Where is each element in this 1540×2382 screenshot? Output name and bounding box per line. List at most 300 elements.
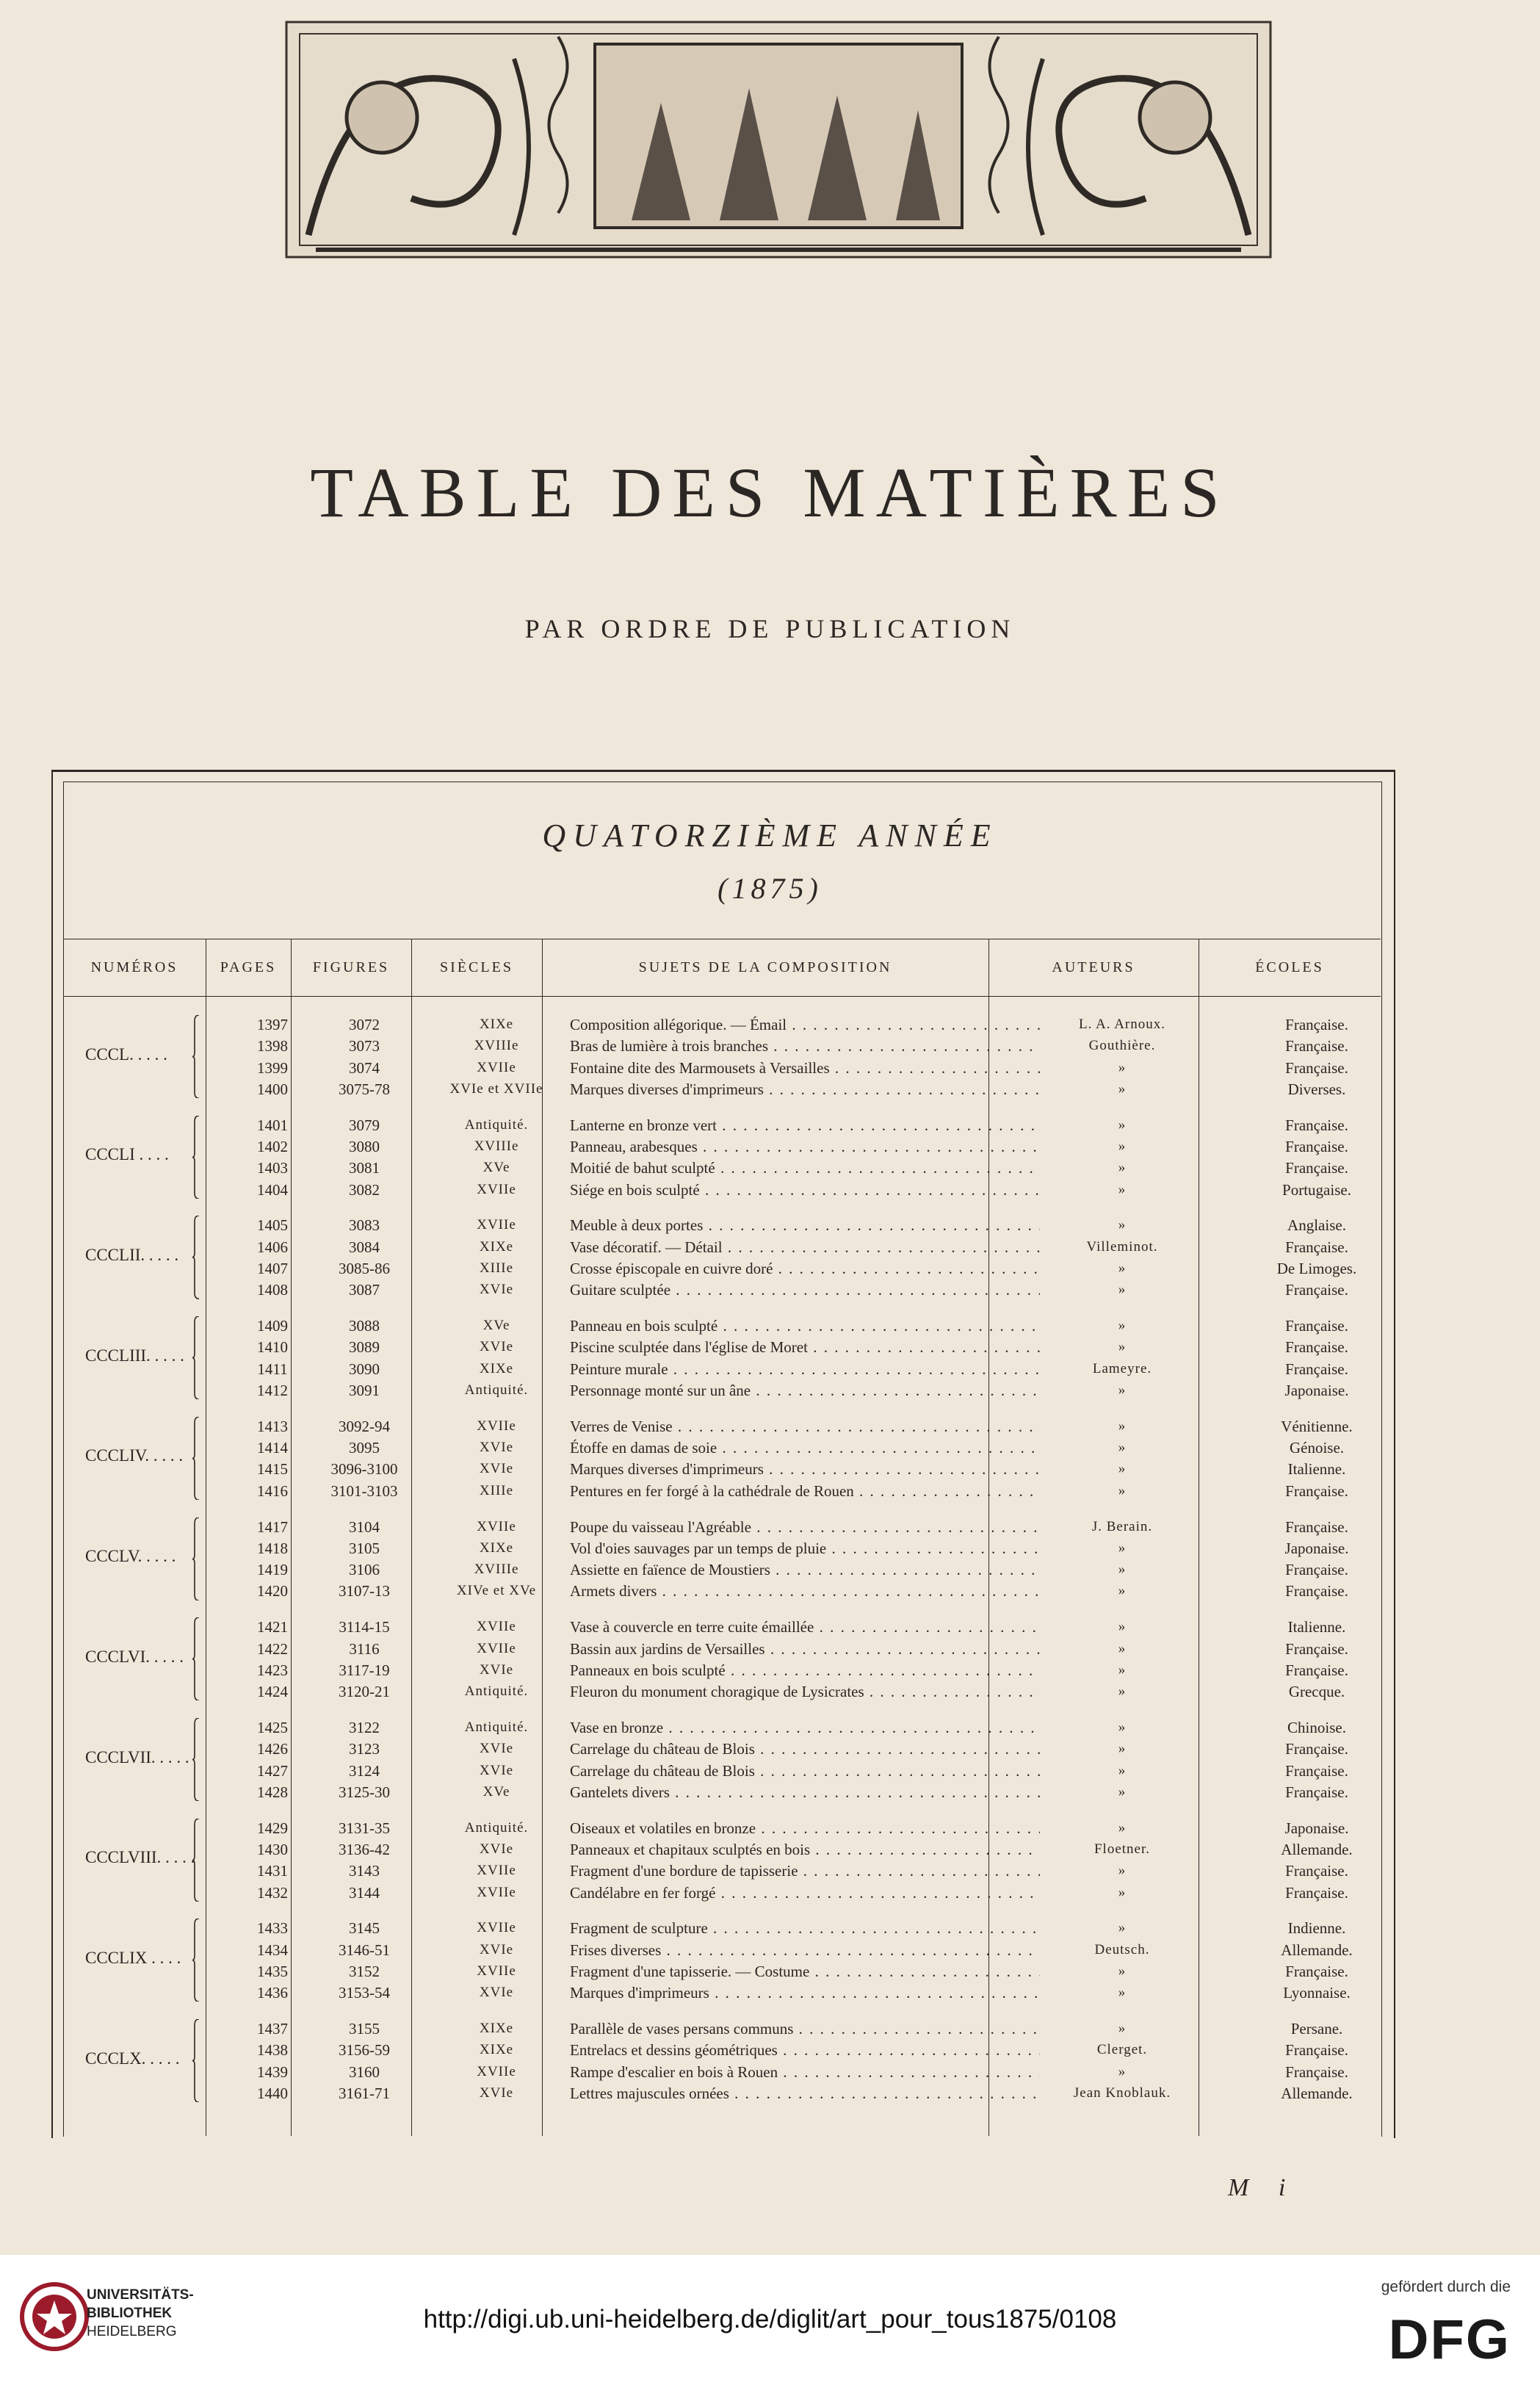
century-cell: XIXe xyxy=(479,1540,514,1556)
group-number-label: CCCLX. . . . . xyxy=(85,2049,179,2068)
figure-number-cell: 3153-54 xyxy=(339,1984,390,2002)
figure-number-cell: 3096-3100 xyxy=(330,1460,398,1479)
subject-cell: Frises diverses . . . xyxy=(570,1939,1040,1961)
page-number-cell: 1408 xyxy=(257,1281,288,1299)
group-number-label: CCCLVIII. . . . . xyxy=(85,1848,195,1866)
century-cell: XVIIe xyxy=(477,1518,516,1534)
column-header-sujets: SUJETS DE LA COMPOSITION xyxy=(638,959,892,975)
subject-cell: Lanterne en bronze vert . . . xyxy=(570,1114,1040,1136)
year-title: QUATORZIÈME ANNÉE xyxy=(542,818,998,853)
century-cell: XVIe xyxy=(479,1661,514,1678)
century-cell: XIXe xyxy=(479,1360,514,1376)
table-row xyxy=(63,2018,1381,2040)
subject-cell: Piscine sculptée dans l'église de Moret . . . xyxy=(570,1336,1040,1358)
subject-cell: Assiette en faïence de Moustiers . . . xyxy=(570,1559,1040,1581)
table-row xyxy=(63,1480,1381,1502)
author-cell: Jean Knoblauk. xyxy=(1073,2085,1171,2101)
table-row xyxy=(63,1638,1381,1660)
table-row xyxy=(63,1057,1381,1079)
author-cell: » xyxy=(1118,1138,1127,1154)
school-cell: Française. xyxy=(1285,1561,1348,1579)
page-number-cell: 1407 xyxy=(257,1260,288,1277)
figure-number-cell: 3106 xyxy=(349,1561,380,1579)
century-cell: XIXe xyxy=(479,1238,514,1255)
school-cell: Française. xyxy=(1285,2041,1348,2060)
school-cell: Française. xyxy=(1285,1317,1348,1335)
group-number-label: CCCLIV. . . . . xyxy=(85,1446,183,1465)
group-number-label: CCCLIX . . . . xyxy=(85,1949,181,1967)
century-cell: Antiquité. xyxy=(464,1819,529,1836)
table-row xyxy=(63,1838,1381,1861)
century-cell: XIIIe xyxy=(479,1482,514,1498)
page-number-cell: 1400 xyxy=(257,1080,288,1098)
author-cell: L. A. Arnoux. xyxy=(1078,1017,1166,1032)
subject-cell: Vase à couvercle en terre cuite émaillée . . . xyxy=(570,1616,1040,1638)
page-number-cell: 1398 xyxy=(257,1037,288,1055)
figure-number-cell: 3107-13 xyxy=(339,1582,390,1600)
page-number-cell: 1403 xyxy=(257,1159,288,1177)
school-cell: Française. xyxy=(1285,1360,1348,1378)
page-number-cell: 1399 xyxy=(257,1058,288,1077)
subject-cell: Marques d'imprimeurs . . . xyxy=(570,1982,1040,2004)
column-header-numeros: NUMÉROS xyxy=(90,959,178,975)
figure-number-cell: 3083 xyxy=(349,1216,380,1235)
school-cell: Française. xyxy=(1285,1058,1348,1077)
subject-cell: Panneau en bois sculpté . . . xyxy=(570,1315,1040,1337)
page-number-cell: 1431 xyxy=(257,1862,288,1880)
century-cell: XVIIIe xyxy=(474,1138,519,1154)
figure-number-cell: 3160 xyxy=(349,2062,380,2081)
page-subtitle: PAR ORDRE DE PUBLICATION xyxy=(524,614,1016,643)
figure-number-cell: 3089 xyxy=(349,1338,380,1357)
subject-cell: Fragment d'une bordure de tapisserie . . . xyxy=(570,1860,1040,1882)
subject-cell: Marques diverses d'imprimeurs . . . xyxy=(570,1458,1040,1480)
century-cell: XVIIe xyxy=(477,1863,516,1879)
group-number xyxy=(85,1045,167,1064)
subject-cell: Gantelets divers . . . xyxy=(570,1781,1040,1803)
century-cell: XVIe et XVIIe xyxy=(449,1080,543,1097)
table-row xyxy=(63,1179,1381,1201)
author-cell: » xyxy=(1118,1461,1127,1477)
source-url-link[interactable]: http://digi.ub.uni-heidelberg.de/diglit/art_pour_tous1875/0108 xyxy=(423,2305,1117,2334)
figure-number-cell: 3146-51 xyxy=(339,1941,390,1959)
group-number-label: CCCLIII. . . . . xyxy=(85,1346,184,1365)
group-number xyxy=(85,1949,181,1968)
table-row xyxy=(63,1982,1381,2004)
school-cell: Allemande. xyxy=(1281,2084,1353,2102)
page-number-cell: 1405 xyxy=(257,1216,288,1235)
century-cell: XVIe xyxy=(479,1440,514,1456)
century-cell: XIXe xyxy=(479,1017,514,1032)
table-row xyxy=(63,2039,1381,2061)
author-cell: » xyxy=(1118,1217,1127,1233)
figure-number-cell: 3074 xyxy=(349,1058,380,1077)
subject-cell: Bras de lumière à trois branches . . . xyxy=(570,1035,1040,1057)
subject-cell: Guitare sculptée . . . xyxy=(570,1279,1040,1301)
author-cell: » xyxy=(1118,1863,1127,1879)
page-number-cell: 1424 xyxy=(257,1683,288,1701)
table-row xyxy=(63,1035,1381,1057)
school-cell: Française. xyxy=(1285,1338,1348,1357)
page-number-cell: 1436 xyxy=(257,1984,288,2002)
century-cell: XVIe xyxy=(479,1282,514,1298)
subject-cell: Oiseaux et volatiles en bronze . . . xyxy=(570,1817,1040,1839)
page-number-cell: 1440 xyxy=(257,2084,288,2102)
century-cell: XVIIe xyxy=(477,1640,516,1656)
author-cell: » xyxy=(1118,1741,1127,1757)
school-cell: Française. xyxy=(1285,1281,1348,1299)
school-cell: Française. xyxy=(1285,1481,1348,1500)
subject-cell: Fragment d'une tapisserie. — Costume . . . xyxy=(570,1960,1040,1982)
figure-number-cell: 3084 xyxy=(349,1238,380,1256)
school-cell: Génoise. xyxy=(1289,1439,1345,1457)
table-row xyxy=(63,1781,1381,1803)
figure-number-cell: 3105 xyxy=(349,1539,380,1557)
subject-cell: Composition allégorique. — Émail . . . xyxy=(570,1014,1040,1036)
school-cell: Française. xyxy=(1285,1761,1348,1780)
table-row xyxy=(63,1917,1381,1939)
page-number-cell: 1433 xyxy=(257,1919,288,1938)
figure-number-cell: 3117-19 xyxy=(339,1661,390,1679)
century-cell: XVIIe xyxy=(477,1884,516,1900)
table-row xyxy=(63,1580,1381,1602)
figure-number-cell: 3156-59 xyxy=(339,2041,390,2060)
subject-cell: Armets divers . . . xyxy=(570,1580,1040,1602)
century-cell: XVIIe xyxy=(477,1418,516,1434)
page-number-cell: 1417 xyxy=(257,1517,288,1536)
page-number-cell: 1414 xyxy=(257,1439,288,1457)
author-cell: » xyxy=(1118,1583,1127,1599)
page-number-cell: 1434 xyxy=(257,1941,288,1959)
figure-number-cell: 3136-42 xyxy=(339,1840,390,1858)
page-number-cell: 1401 xyxy=(257,1116,288,1134)
group-brace-icon xyxy=(192,1517,200,1600)
author-cell: » xyxy=(1118,1160,1127,1176)
figure-number-cell: 3122 xyxy=(349,1718,380,1736)
figure-number-cell: 3081 xyxy=(349,1159,380,1177)
table-row xyxy=(63,1136,1381,1158)
subject-cell: Carrelage du château de Blois . . . xyxy=(570,1760,1040,1782)
subject-cell: Panneau, arabesques . . . xyxy=(570,1136,1040,1158)
subject-cell: Crosse épiscopale en cuivre doré . . . xyxy=(570,1257,1040,1280)
century-cell: XVIe xyxy=(479,1941,514,1957)
school-cell: Française. xyxy=(1285,1016,1348,1033)
figure-number-cell: 3095 xyxy=(349,1439,380,1457)
page-title: TABLE DES MATIÈRES xyxy=(310,453,1230,532)
table-row xyxy=(63,1236,1381,1258)
table-row xyxy=(63,1537,1381,1559)
century-cell: XVIe xyxy=(479,1762,514,1778)
page-number-cell: 1432 xyxy=(257,1883,288,1902)
page-number-cell: 1426 xyxy=(257,1740,288,1758)
subject-cell: Panneaux et chapitaux sculptés en bois . . . xyxy=(570,1838,1040,1861)
century-cell: XVe xyxy=(482,1160,510,1176)
subject-cell: Verres de Venise . . . xyxy=(570,1415,1040,1437)
school-cell: Japonaise. xyxy=(1284,1819,1349,1837)
table-row xyxy=(63,1437,1381,1459)
page-number-cell: 1419 xyxy=(257,1561,288,1579)
author-cell: Clerget. xyxy=(1096,2042,1148,2058)
subject-cell: Meuble à deux portes . . . xyxy=(570,1214,1040,1236)
school-cell: Italienne. xyxy=(1287,1460,1346,1479)
subject-cell: Fontaine dite des Marmousets à Versailles . . . xyxy=(570,1057,1040,1079)
century-cell: XVIe xyxy=(479,1841,514,1857)
author-cell: » xyxy=(1118,1640,1127,1656)
header-rule-bottom xyxy=(63,996,1381,997)
school-cell: De Limoges. xyxy=(1276,1260,1357,1277)
author-cell: Gouthière. xyxy=(1088,1038,1156,1054)
signature-mark: M i xyxy=(1228,2174,1298,2201)
group-number xyxy=(85,2049,179,2068)
group-number xyxy=(85,1145,169,1164)
school-cell: Française. xyxy=(1285,1517,1348,1536)
subject-cell: Poupe du vaisseau l'Agréable . . . xyxy=(570,1516,1040,1538)
table-row xyxy=(63,2082,1381,2104)
school-cell: Italienne. xyxy=(1287,1618,1346,1636)
author-cell: » xyxy=(1118,1116,1127,1133)
subject-cell: Rampe d'escalier en bois à Rouen . . . xyxy=(570,2061,1040,2083)
table-row xyxy=(63,1717,1381,1739)
school-cell: Allemande. xyxy=(1281,1840,1353,1858)
century-cell: XVe xyxy=(482,1318,510,1334)
column-header-siecles: SIÈCLES xyxy=(440,959,513,975)
author-cell: » xyxy=(1118,1282,1127,1298)
figure-number-cell: 3144 xyxy=(349,1883,380,1902)
page-number-cell: 1410 xyxy=(257,1338,288,1357)
page-number-cell: 1427 xyxy=(257,1761,288,1780)
figure-number-cell: 3104 xyxy=(349,1517,380,1536)
page-number-cell: 1402 xyxy=(257,1138,288,1155)
author-cell: » xyxy=(1118,2063,1127,2079)
page-number-cell: 1430 xyxy=(257,1840,288,1858)
school-cell: Lyonnaise. xyxy=(1283,1984,1351,2002)
group-brace-icon xyxy=(192,2019,200,2102)
author-cell: Lameyre. xyxy=(1092,1360,1152,1376)
page-number-cell: 1409 xyxy=(257,1317,288,1335)
author-cell: » xyxy=(1118,1318,1127,1334)
century-cell: XVIIe xyxy=(477,2063,516,2079)
table-row xyxy=(63,1315,1381,1337)
author-cell: » xyxy=(1118,1661,1127,1678)
group-brace-icon xyxy=(192,1617,200,1700)
subject-cell: Lettres majuscules ornées . . . xyxy=(570,2082,1040,2104)
author-cell: Villeminot. xyxy=(1086,1238,1158,1255)
century-cell: XIIIe xyxy=(479,1260,514,1276)
group-number xyxy=(85,1748,189,1767)
group-number xyxy=(85,1246,178,1265)
author-cell: » xyxy=(1118,1683,1127,1700)
subject-cell: Marques diverses d'imprimeurs . . . xyxy=(570,1078,1040,1100)
subject-cell: Entrelacs et dessins géométriques . . . xyxy=(570,2039,1040,2061)
page-number-cell: 1412 xyxy=(257,1382,288,1399)
author-cell: » xyxy=(1118,1382,1127,1398)
table-row xyxy=(63,1214,1381,1236)
school-cell: Française. xyxy=(1285,1962,1348,1980)
author-cell: Floetner. xyxy=(1093,1841,1151,1857)
author-cell: » xyxy=(1118,1783,1127,1800)
table-row xyxy=(63,1279,1381,1301)
table-row xyxy=(63,1882,1381,1904)
century-cell: XVIIe xyxy=(477,1619,516,1635)
table-row xyxy=(63,1358,1381,1380)
author-cell: » xyxy=(1118,1562,1127,1578)
author-cell: » xyxy=(1118,1059,1127,1075)
school-cell: Diverses. xyxy=(1287,1080,1346,1098)
school-cell: Française. xyxy=(1285,1116,1348,1134)
figure-number-cell: 3091 xyxy=(349,1382,380,1399)
group-brace-icon xyxy=(192,1216,200,1299)
table-row xyxy=(63,2061,1381,2083)
group-number-label: CCCLII. . . . . xyxy=(85,1246,178,1264)
page-number-cell: 1423 xyxy=(257,1661,288,1679)
figure-number-cell: 3131-35 xyxy=(339,1819,390,1837)
dfg-logo: DFG xyxy=(1388,2309,1511,2371)
century-cell: XVIe xyxy=(479,1339,514,1355)
school-cell: Persane. xyxy=(1290,2020,1343,2038)
engraved-headpiece xyxy=(250,15,1307,268)
column-header-pages: PAGES xyxy=(220,959,277,975)
page-number-cell: 1404 xyxy=(257,1180,288,1199)
table-row xyxy=(63,1415,1381,1437)
figure-number-cell: 3088 xyxy=(349,1317,380,1335)
group-number xyxy=(85,1346,184,1365)
figure-number-cell: 3085-86 xyxy=(339,1260,390,1277)
author-cell: » xyxy=(1118,1985,1127,2001)
table-row xyxy=(63,1157,1381,1179)
subject-cell: Personnage monté sur un âne . . . xyxy=(570,1379,1040,1401)
subject-cell: Étoffe en damas de soie . . . xyxy=(570,1437,1040,1459)
figure-number-cell: 3092-94 xyxy=(339,1417,390,1435)
group-number xyxy=(85,1547,176,1566)
school-cell: Portugaise. xyxy=(1282,1180,1351,1199)
figure-number-cell: 3080 xyxy=(349,1138,380,1155)
subject-cell: Siége en bois sculpté . . . xyxy=(570,1179,1040,1201)
school-cell: Française. xyxy=(1285,1740,1348,1758)
column-header-figures: FIGURES xyxy=(312,959,390,975)
table-row xyxy=(63,1681,1381,1703)
school-cell: Japonaise. xyxy=(1284,1382,1349,1399)
page-number-cell: 1438 xyxy=(257,2041,288,2060)
author-cell: » xyxy=(1118,1719,1127,1735)
century-cell: XVIe xyxy=(479,1741,514,1757)
century-cell: XVIIe xyxy=(477,1059,516,1075)
table-row xyxy=(63,1960,1381,1982)
century-cell: XVIIe xyxy=(477,1181,516,1197)
school-cell: Allemande. xyxy=(1281,1941,1353,1959)
subject-cell: Pentures en fer forgé à la cathédrale de Rouen . . . xyxy=(570,1480,1040,1502)
table-row xyxy=(63,1336,1381,1358)
page-number-cell: 1425 xyxy=(257,1718,288,1736)
figure-number-cell: 3152 xyxy=(349,1962,380,1980)
year-date: (1875) xyxy=(717,872,823,905)
author-cell: » xyxy=(1118,1440,1127,1456)
table-row xyxy=(63,1014,1381,1036)
table-row xyxy=(63,1379,1381,1401)
figure-number-cell: 3114-15 xyxy=(339,1618,390,1636)
page-number-cell: 1415 xyxy=(257,1460,288,1479)
figure-number-cell: 3082 xyxy=(349,1180,380,1199)
table-row xyxy=(63,1458,1381,1480)
funding-note: gefördert durch die xyxy=(1381,2278,1511,2295)
century-cell: Antiquité. xyxy=(464,1719,529,1735)
library-name-line: UNIVERSITÄTS- xyxy=(87,2287,194,2303)
page-number-cell: 1420 xyxy=(257,1582,288,1600)
page-number-cell: 1429 xyxy=(257,1819,288,1837)
subject-cell: Candélabre en fer forgé . . . xyxy=(570,1882,1040,1904)
figure-number-cell: 3116 xyxy=(349,1639,380,1658)
group-brace-icon xyxy=(192,1919,200,2002)
page-number-cell: 1416 xyxy=(257,1481,288,1500)
figure-number-cell: 3145 xyxy=(349,1919,380,1938)
page-number-cell: 1422 xyxy=(257,1639,288,1658)
subject-cell: Moitié de bahut sculpté . . . xyxy=(570,1157,1040,1179)
group-brace-icon xyxy=(192,1417,200,1500)
subject-cell: Parallèle de vases persans communs . . . xyxy=(570,2018,1040,2040)
table-row xyxy=(63,1738,1381,1760)
century-cell: XIXe xyxy=(479,2021,514,2036)
table-row xyxy=(63,1078,1381,1100)
group-number-label: CCCLV. . . . . xyxy=(85,1547,176,1565)
table-row xyxy=(63,1659,1381,1681)
author-cell: » xyxy=(1118,1181,1127,1197)
footer-bar xyxy=(0,2255,1540,2382)
author-cell: » xyxy=(1118,1819,1127,1836)
school-cell: Française. xyxy=(1285,1661,1348,1679)
figure-number-cell: 3124 xyxy=(349,1761,380,1780)
page-number-cell: 1418 xyxy=(257,1539,288,1557)
table-row xyxy=(63,1860,1381,1882)
author-cell: » xyxy=(1118,1920,1127,1936)
page-number-cell: 1413 xyxy=(257,1417,288,1435)
school-cell: Française. xyxy=(1285,1883,1348,1902)
subject-cell: Carrelage du château de Blois . . . xyxy=(570,1738,1040,1760)
subject-cell: Panneaux en bois sculpté . . . xyxy=(570,1659,1040,1681)
subject-cell: Peinture murale . . . xyxy=(570,1358,1040,1380)
table-row xyxy=(63,1616,1381,1638)
group-number-label: CCCL. . . . . xyxy=(85,1045,167,1064)
school-cell: Japonaise. xyxy=(1284,1539,1349,1557)
school-cell: Française. xyxy=(1285,1159,1348,1177)
figure-number-cell: 3125-30 xyxy=(339,1783,390,1801)
group-number xyxy=(85,1848,195,1867)
group-brace-icon xyxy=(192,1819,200,1902)
school-cell: Française. xyxy=(1285,1783,1348,1801)
page-number-cell: 1421 xyxy=(257,1618,288,1636)
page-number-cell: 1406 xyxy=(257,1238,288,1256)
figure-number-cell: 3123 xyxy=(349,1740,380,1758)
century-cell: XVIIIe xyxy=(474,1038,519,1054)
figure-number-cell: 3072 xyxy=(349,1016,380,1033)
figure-number-cell: 3073 xyxy=(349,1037,380,1055)
table-row xyxy=(63,1257,1381,1280)
library-name-line: HEIDELBERG xyxy=(87,2324,177,2339)
figure-number-cell: 3087 xyxy=(349,1281,380,1299)
table-row xyxy=(63,1516,1381,1538)
author-cell: J. Berain. xyxy=(1091,1518,1153,1534)
school-cell: Française. xyxy=(1285,1037,1348,1055)
subject-cell: Vol d'oies sauvages par un temps de pluie . . . xyxy=(570,1537,1040,1559)
school-cell: Française. xyxy=(1285,1582,1348,1600)
century-cell: Antiquité. xyxy=(464,1116,529,1133)
group-number-label: CCCLVII. . . . . xyxy=(85,1748,189,1766)
century-cell: XVIe xyxy=(479,1985,514,2001)
author-cell: » xyxy=(1118,1540,1127,1556)
subject-cell: Fleuron du monument choragique de Lysicrates . . . xyxy=(570,1681,1040,1703)
school-cell: Française. xyxy=(1285,1238,1348,1256)
figure-number-cell: 3155 xyxy=(349,2020,380,2038)
group-number xyxy=(85,1446,183,1465)
century-cell: XVIe xyxy=(479,1461,514,1477)
